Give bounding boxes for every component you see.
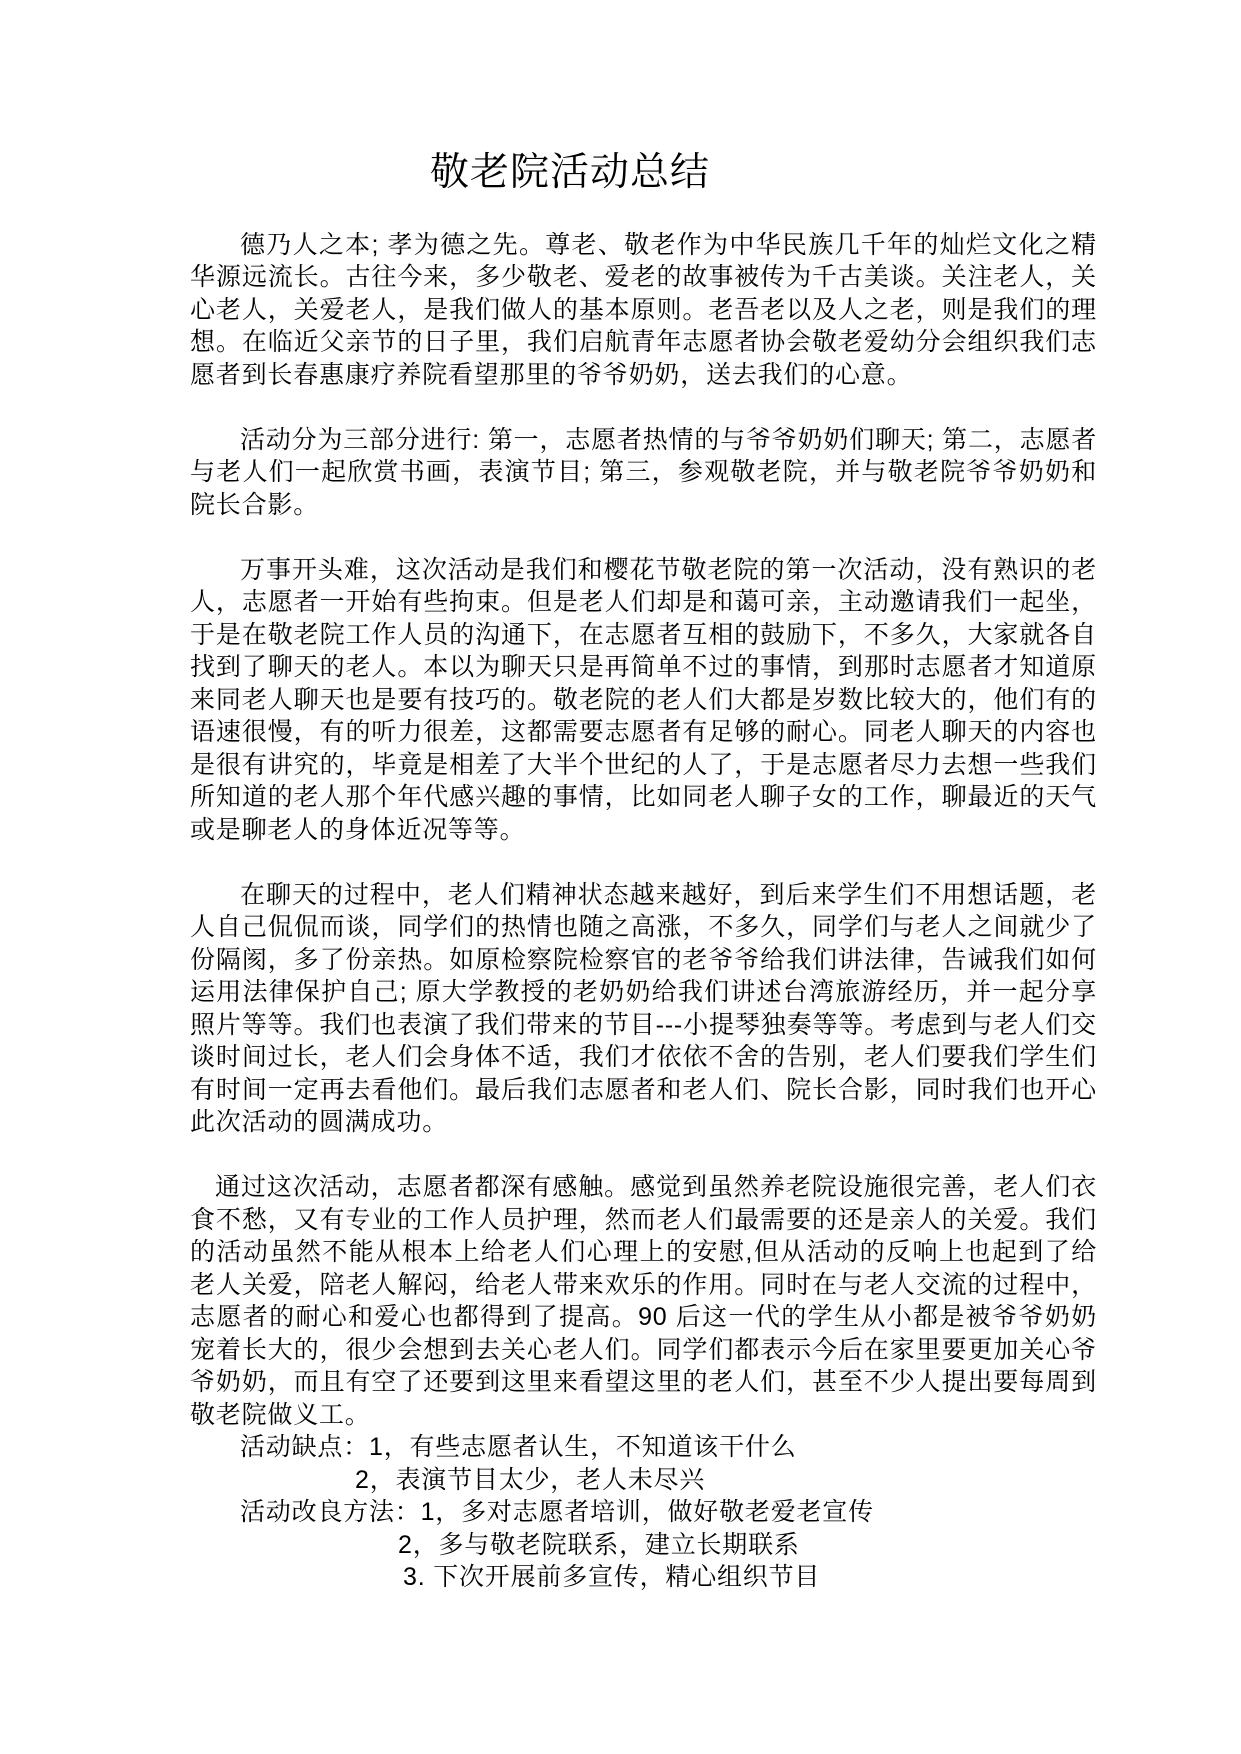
- paragraph-intro: 德乃人之本; 孝为德之先。尊老、敬老作为中华民族几千年的灿烂文化之精华源远流长。古往今来，多少敬老、爱老的故事被传为千古美谈。关注老人，关心老人，关爱老人，是我们做人的基本原则。老吾老以及人之老，则是我们的理想。在临近父亲节的日子里，我们启航青年志愿者协会敬老爱幼分会组织我们志愿者到长春惠康疗养院看望那里的爷爷奶奶，送去我们的心意。: [190, 230, 1097, 389]
- document-content: [190, 150, 1097, 1594]
- note-improvement-3: 3. 下次开展前多宣传，精心组织节目: [403, 1563, 821, 1591]
- note-improvement-2: 2，多与敬老院联系，建立长期联系: [398, 1530, 800, 1559]
- document-title: 敬老院活动总结: [430, 151, 711, 194]
- note-shortcoming-2: 2，表演节目太少，老人未尽兴: [355, 1465, 706, 1494]
- paragraph-reflection: 通过这次活动，志愿者都深有感触。感觉到虽然养老院设施很完善，老人们衣食不愁，又有专业的工作人员护理，然而老人们最需要的还是亲人的关爱。我们的活动虽然不能从根本上给老人们心理上的安慰,但从活动的反响上也起到了给老人关爱，陪老人解闷，给老人带来欢乐的作用。同时在与老人交流的过程中，志愿者的耐心和爱心也都得到了提高。90 后这一代的学生从小都是被爷爷奶奶宠着长大的，很少会想到去关心老人们。同学们都表示今后在家里要更加关心爷爷奶奶，而且有空了还要到这里来看望这里的老人们，甚至不少人提出要每周到敬老院做义工。: [190, 1173, 1097, 1429]
- activity-notes: [190, 1431, 1097, 1594]
- note-improvement-1: 活动改良方法：1，多对志愿者培训，做好敬老爱老宣传: [240, 1498, 874, 1526]
- note-shortcoming-1: 活动缺点：1，有些志愿者认生，不知道该干什么: [240, 1433, 797, 1461]
- paragraph-activity-parts: 活动分为三部分进行: 第一，志愿者热情的与爷爷奶奶们聊天; 第二，志愿者与老人们一起欣赏书画，表演节目; 第三，参观敬老院，并与敬老院爷爷奶奶和院长合影。: [190, 425, 1097, 519]
- paragraph-chatting-process: 在聊天的过程中，老人们精神状态越来越好，到后来学生们不用想话题，老人自己侃侃而谈，同学们的热情也随之高涨，不多久，同学们与老人之间就少了份隔阂，多了份亲热。如原检察院检察官的老爷爷给我们讲法律，告诫我们如何运用法律保护自己; 原大学教授的老奶奶给我们讲述台湾旅游经历，并一起分享照片等等。我们也表演了我们带来的节目---小提琴独奏等等。考虑到与老人们交谈时间过长，老人们会身体不适，我们才依依不舍的告别，老人们要我们学生们有时间一定再去看他们。最后我们志愿者和老人们、院长合影，同时我们也开心此次活动的圆满成功。: [190, 880, 1097, 1136]
- paragraph-first-visit: 万事开头难，这次活动是我们和樱花节敬老院的第一次活动，没有熟识的老人，志愿者一开始有些拘束。但是老人们却是和蔼可亲，主动邀请我们一起坐，于是在敬老院工作人员的沟通下，在志愿者互相的鼓励下，不多久，大家就各自找到了聊天的老人。本以为聊天只是再简单不过的事情，到那时志愿者才知道原来同老人聊天也是要有技巧的。敬老院的老人们大都是岁数比较大的，他们有的语速很慢，有的听力很差，这都需要志愿者有足够的耐心。同老人聊天的内容也是很有讲究的，毕竟是相差了大半个世纪的人了，于是志愿者尽力去想一些我们所知道的老人那个年代感兴趣的事情，比如同老人聊子女的工作，聊最近的天气或是聊老人的身体近况等等。: [190, 555, 1097, 844]
